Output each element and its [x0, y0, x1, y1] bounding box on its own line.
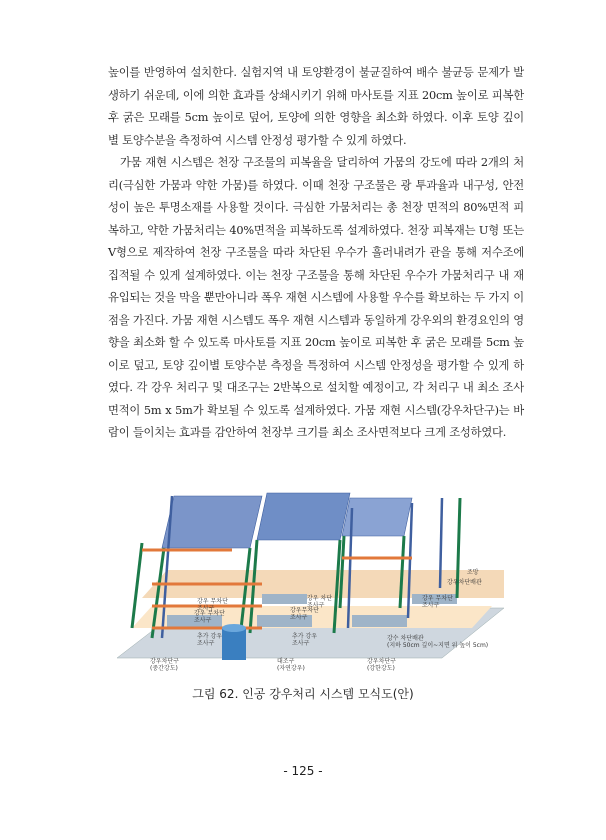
- plot: [262, 594, 307, 604]
- label-zone-right: 강우차단구 (강한강도): [367, 658, 396, 672]
- water-tank-top: [222, 624, 246, 632]
- body-text: [108, 62, 524, 445]
- label-zone-left: 강우차단구 (중간강도): [150, 658, 179, 672]
- water-tank: [222, 628, 246, 660]
- label-add-rain-b: 추가 강우 조사구: [292, 633, 318, 647]
- roof-panel: [162, 496, 262, 548]
- label-blocked-b: 강우 무차단 조사구: [197, 598, 228, 612]
- label-drain-pipe: 강우차단배관: [447, 579, 482, 586]
- plot: [352, 615, 407, 627]
- label-plot-center: 강우무차단 조사구: [290, 607, 319, 621]
- label-access-road: 조망: [467, 569, 479, 576]
- label-blocked-c: 강우 무차단 조사구: [194, 610, 225, 624]
- label-drain-note: 강수 차단배관 (지하 50cm 깊이~지면 위 높이 5cm): [387, 635, 489, 649]
- rainfall-system-diagram: [112, 488, 508, 676]
- label-zone-mid: 대조구 (자연강우): [277, 658, 305, 672]
- roof-panel: [257, 493, 350, 540]
- label-add-rain-a: 추가 강우 조사구: [197, 633, 223, 647]
- page-number: - 125 -: [283, 764, 323, 778]
- paragraph-2: 가뭄 재현 시스템은 천장 구조물의 피복율을 달리하여 가뭄의 강도에 따라 2개의 처리(극심한 가뭄과 약한 가뭄)를 하였다. 이때 천장 구조물은 광 투과율과 내구성, 안전성이 높은 투명소재를 사용할 것이다. 극심한 가뭄처리는 총 천장 면적의 80%면적 피복하고, 약한 가뭄처리는 40%면적을 피복하도록 설계하였다. 천장 피복재는 U형 또는 V형으로 제작하여 천장 구조물을 따라 차단된 우수가 흘러내려가 관을 통해 저수조에 집적될 수 있게 설계하였다. 이는 천장 구조물을 통해 차단된 우수가 가뭄처리구 내 재유입되는 것을 막을 뿐만아니라 폭우 재현 시스템에 사용할 우수를 확보하는 두 가지 이점을 가진다. 가뭄 재현 시스템도 폭우 재현 시스템과 동일하게 강우외의 환경요인의 영향을 최소화 할 수 있도록 마사토를 지표 20cm 높이로 피복한 후 굵은 모래를 5cm 높이로 덮고, 토양 깊이별 토양수분 측정을 특정하여 시스템 안정성을 평가할 수 있게 하였다. 각 강우 처리구 및 대조구는 2반복으로 설치할 예정이고, 각 처리구 내 최소 조사면적이 5m x 5m가 확보될 수 있도록 설계하였다. 가뭄 재현 시스템(강우차단구)는 바람이 들이치는 효과를 감안하여 천장부 크기를 최소 조사면적보다 크게 조성하였다.: [108, 156, 524, 439]
- paragraph-1: 높이를 반영하여 설치한다. 실험지역 내 토양환경이 불균질하여 배수 불균등 문제가 발생하기 쉬운데, 이에 의한 효과를 상쇄시키기 위해 마사토를 지표 20cm 높이로 피복한 후 굵은 모래를 5cm 높이로 덮어, 토양에 의한 영향을 최소화 하였다. 이후 토양 깊이별 토양수분을 측정하여 시스템 안정성 평가할 수 있게 하였다.: [108, 66, 524, 147]
- figure-caption: 그림 62. 인공 강우처리 시스템 모식도(안): [192, 687, 414, 701]
- label-blocked-a: 강우 차단 조사구: [307, 595, 333, 609]
- label-blocked-d: 강우 무차단 조사구: [422, 595, 453, 609]
